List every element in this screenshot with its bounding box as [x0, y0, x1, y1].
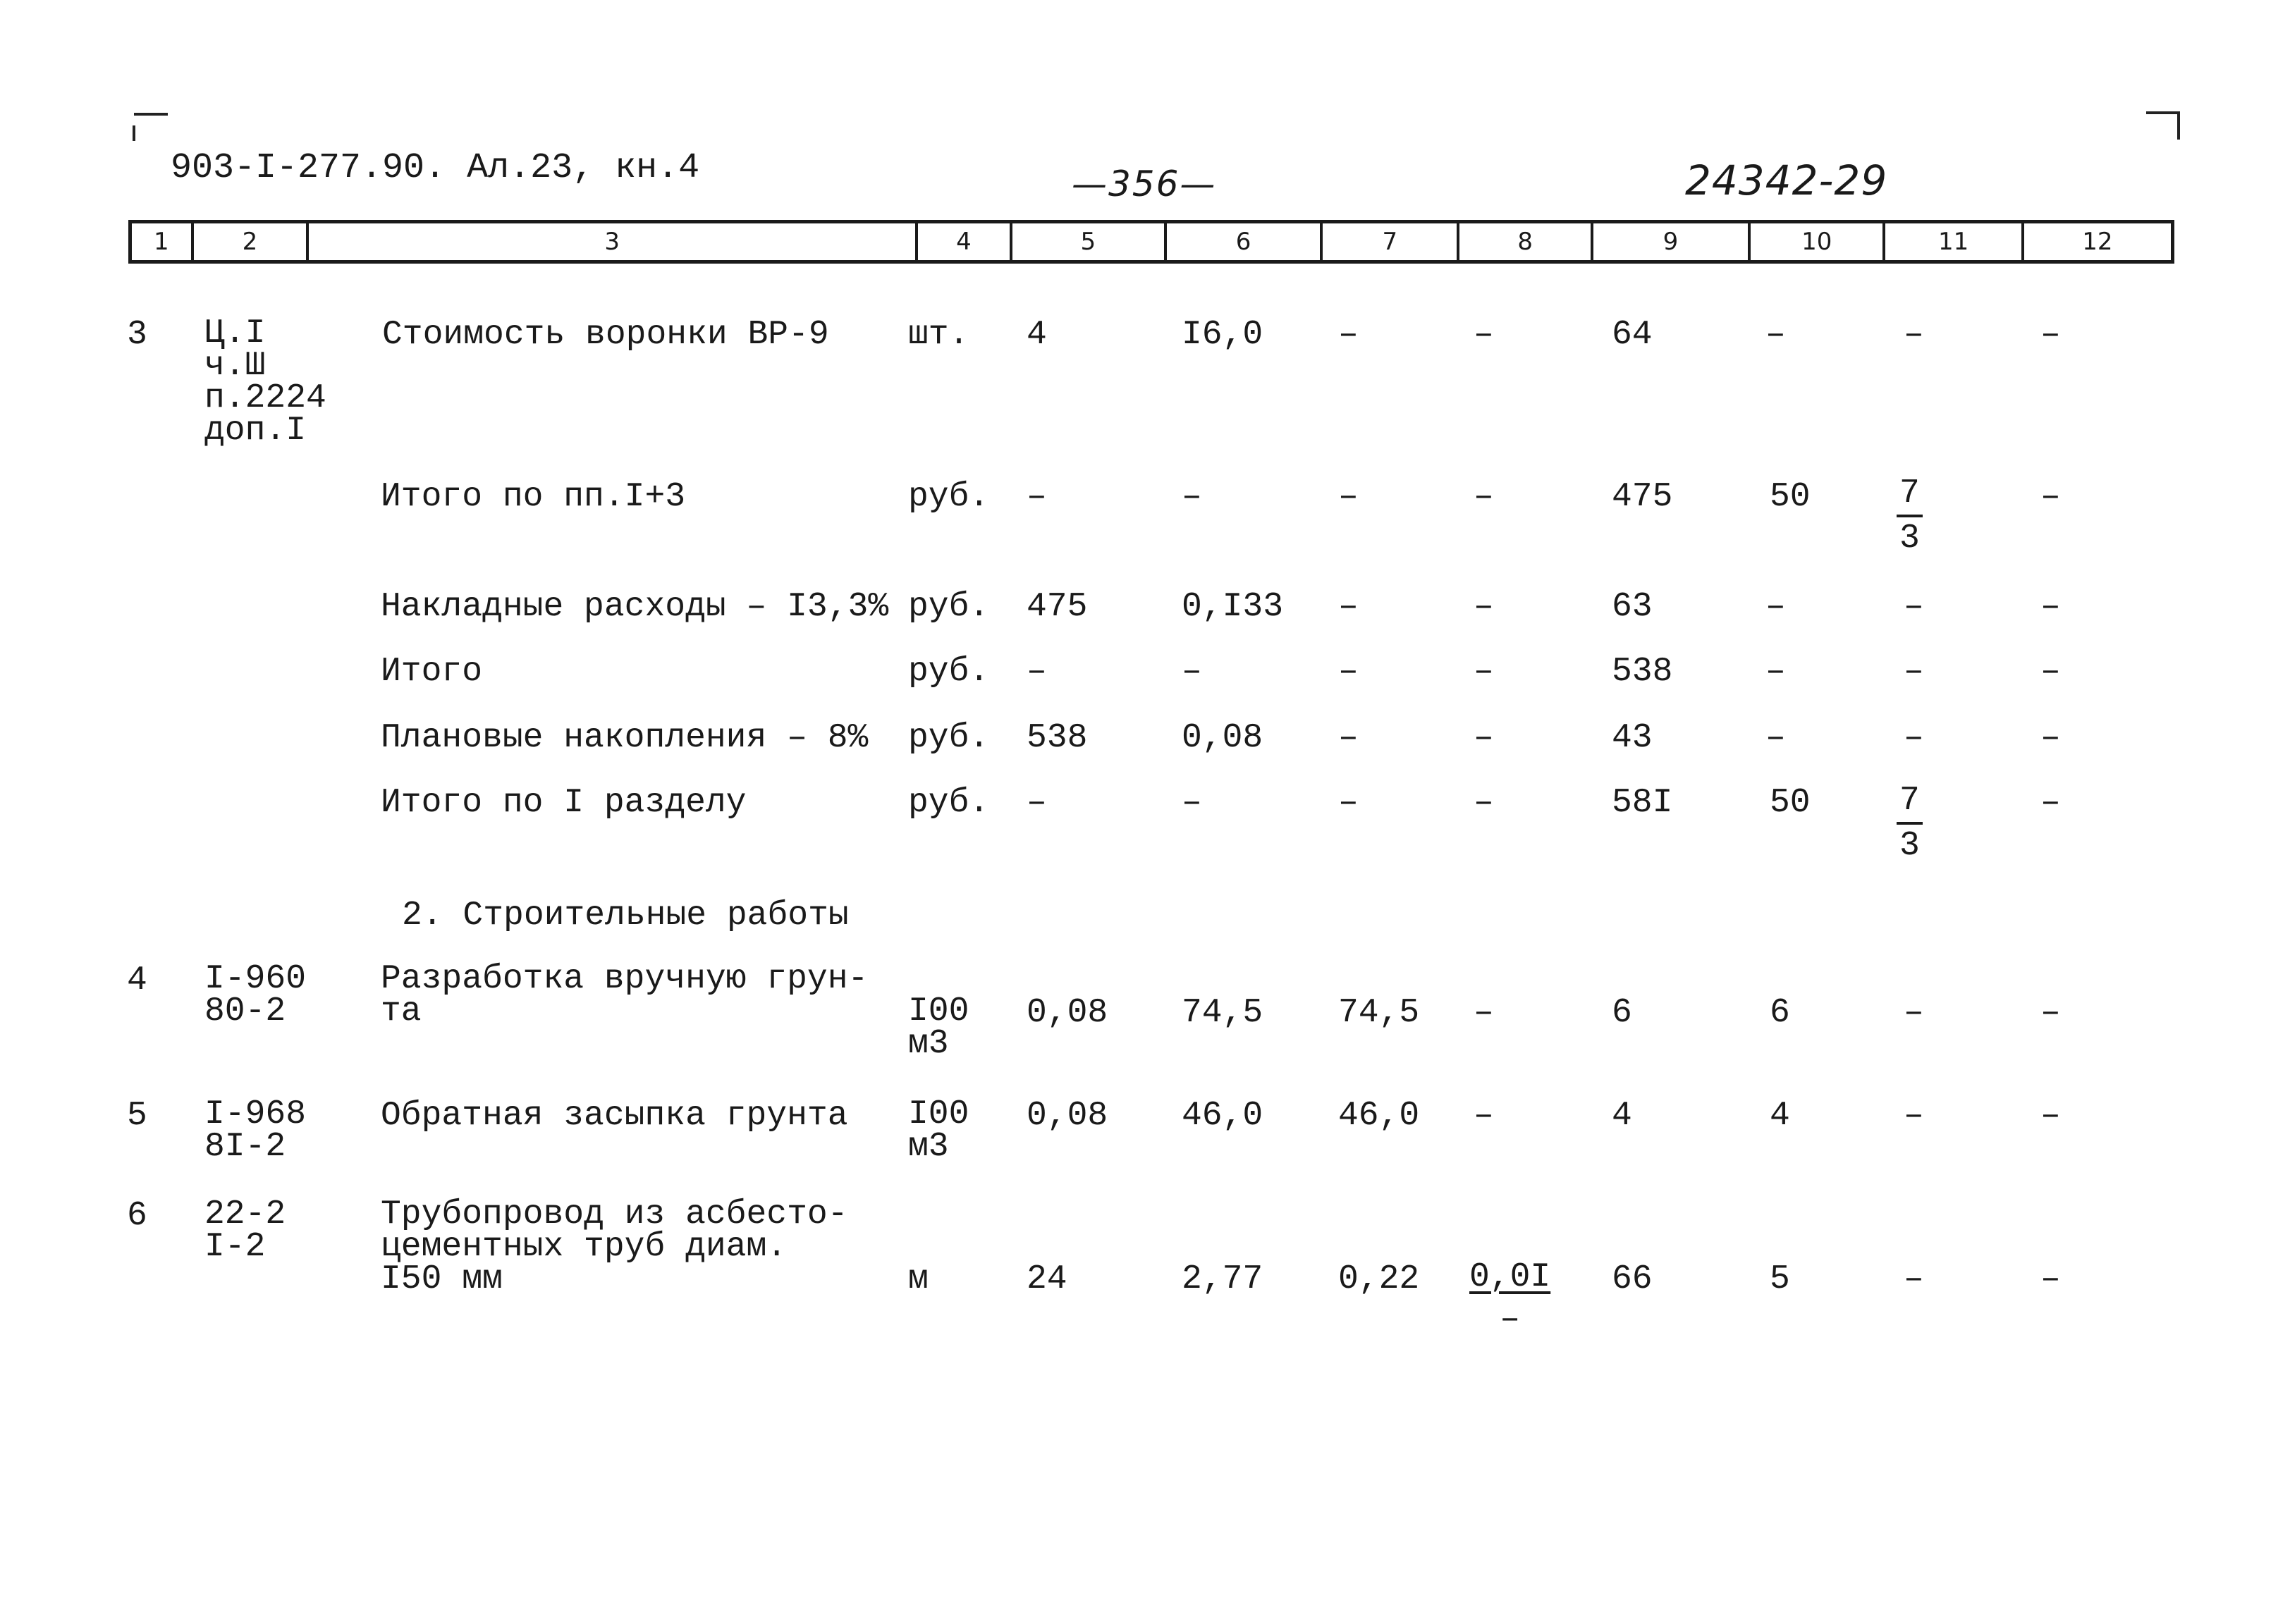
item-name: Накладные расходы – I3,3%	[381, 588, 889, 626]
col5-value: –	[1027, 478, 1047, 516]
col-header-7: 7	[1323, 223, 1459, 260]
col7-value: 0,22	[1338, 1260, 1420, 1298]
col7-value: 74,5	[1338, 994, 1420, 1032]
col8-value: –	[1474, 478, 1494, 516]
col-header-6: 6	[1167, 223, 1323, 260]
row-number: 3	[127, 316, 147, 354]
unit: руб.	[908, 478, 990, 516]
col11-value: –	[1904, 719, 1924, 757]
col11-value: –	[1904, 994, 1924, 1032]
col7-value: –	[1338, 478, 1359, 516]
col8-value: –	[1474, 784, 1494, 822]
col9-value: 4	[1612, 1097, 1632, 1135]
col-header-9: 9	[1593, 223, 1751, 260]
col9-value: 66	[1612, 1260, 1653, 1298]
col9-value: 538	[1612, 653, 1673, 691]
col11-fraction	[1897, 472, 1923, 560]
fraction-numerator: 7	[1897, 780, 1923, 825]
col9-value: 475	[1612, 478, 1673, 516]
col12-value: –	[2040, 653, 2061, 691]
col-header-3: 3	[309, 223, 918, 260]
col-header-12: 12	[2082, 228, 2113, 256]
col6-value: 46,0	[1182, 1097, 1263, 1135]
norm-code: I-960 80-2	[204, 960, 307, 1031]
col5-value: 475	[1027, 588, 1088, 626]
col5-value: –	[1027, 653, 1047, 691]
col7-value: –	[1338, 588, 1359, 626]
col10-value: –	[1765, 316, 1786, 354]
col7-value: –	[1338, 316, 1359, 354]
col9-value: 58I	[1612, 784, 1673, 822]
item-name: Разработка вручную грун- та	[381, 960, 869, 1031]
col-header-2: 2	[194, 223, 309, 260]
col8-value: –	[1474, 994, 1494, 1032]
norm-code: I-968 8I-2	[204, 1095, 307, 1166]
item-name: Плановые накопления – 8%	[381, 719, 869, 757]
col11-value: –	[1904, 316, 1924, 354]
col12-value: –	[2040, 994, 2061, 1032]
col10-value: –	[1765, 653, 1786, 691]
corner-mark-right	[2146, 111, 2180, 114]
col6-value: –	[1182, 784, 1202, 822]
col8-value: –	[1474, 653, 1494, 691]
col12-value: –	[2040, 784, 2061, 822]
col12-value: –	[2040, 478, 2061, 516]
col6-value: 2,77	[1182, 1260, 1263, 1298]
col5-value: 538	[1027, 719, 1088, 757]
col5-value: –	[1027, 784, 1047, 822]
unit: м	[908, 1260, 929, 1298]
col11-value: –	[1904, 1097, 1924, 1135]
col12-value: –	[2040, 1097, 2061, 1135]
row-number: 5	[127, 1097, 147, 1135]
col9-value: 63	[1612, 588, 1653, 626]
col10-value: 6	[1770, 994, 1790, 1032]
unit: руб.	[908, 588, 990, 626]
page-number: —356—	[1072, 164, 1217, 204]
col10-value: –	[1765, 719, 1786, 757]
col8-value: –	[1474, 1097, 1494, 1135]
col8-value: –	[1474, 588, 1494, 626]
fraction-denominator: 3	[1899, 519, 1920, 558]
fraction-denominator: –	[1500, 1300, 1521, 1339]
col9-value: 64	[1612, 316, 1653, 354]
col10-value: 4	[1770, 1097, 1790, 1135]
unit: руб.	[908, 653, 990, 691]
col6-value: 74,5	[1182, 994, 1263, 1032]
col7-value: –	[1338, 719, 1359, 757]
col6-value: 0,08	[1182, 719, 1263, 757]
col6-value: –	[1182, 653, 1202, 691]
col12-value: –	[2040, 1260, 2061, 1298]
col9-value: 6	[1612, 994, 1632, 1032]
col-header-4: 4	[918, 223, 1012, 260]
col5-value: 0,08	[1027, 1097, 1108, 1135]
col11-fraction	[1897, 780, 1923, 867]
corner-mark-right-stem	[2177, 111, 2180, 140]
norm-code: 22-2 I-2	[204, 1195, 286, 1266]
col12-value: –	[2040, 719, 2061, 757]
unit: руб.	[908, 719, 990, 757]
col6-value: I6,0	[1182, 316, 1263, 354]
corner-mark-left	[134, 113, 168, 116]
item-name: Итого по I разделу	[381, 784, 747, 822]
col-header-10: 10	[1751, 223, 1885, 260]
item-name: Итого по пп.I+3	[381, 478, 686, 516]
unit: I00 м3	[908, 992, 969, 1063]
col5-value: 24	[1027, 1260, 1067, 1298]
col10-value: 50	[1770, 784, 1811, 822]
col-header-1: 1	[132, 223, 194, 260]
col-header-11: 11	[1885, 223, 2023, 260]
col5-value: 4	[1027, 316, 1047, 354]
unit: руб.	[908, 784, 990, 822]
column-number-row	[128, 220, 2174, 264]
col11-value: –	[1904, 653, 1924, 691]
col12-value: –	[2040, 588, 2061, 626]
col10-value: 5	[1770, 1260, 1790, 1298]
col7-value: –	[1338, 653, 1359, 691]
norm-code: Ц.I ч.Ш п.2224 доп.I	[204, 314, 326, 450]
col-header-5: 5	[1012, 223, 1167, 260]
col8-value: –	[1474, 316, 1494, 354]
corner-mark-left-stem	[133, 125, 135, 141]
fraction-numerator: 0,0I	[1469, 1258, 1551, 1296]
item-name: Итого	[381, 653, 483, 691]
col11-value: –	[1904, 588, 1924, 626]
col11-value: –	[1904, 1260, 1924, 1298]
col7-value: –	[1338, 784, 1359, 822]
document-reference: 903-I-277.90. Ал.23, кн.4	[171, 148, 700, 188]
col9-value: 43	[1612, 719, 1653, 757]
col7-value: 46,0	[1338, 1097, 1420, 1135]
section-heading: 2. Строительные работы	[402, 897, 849, 935]
col8-value: –	[1474, 719, 1494, 757]
col6-value: –	[1182, 478, 1202, 516]
col6-value: 0,I33	[1182, 588, 1284, 626]
item-name: Трубопровод из асбесто- цементных труб диам. I50 мм	[381, 1195, 848, 1298]
col10-value: –	[1765, 588, 1786, 626]
item-name: Стоимость воронки ВР-9	[382, 316, 829, 354]
row-number: 6	[127, 1197, 147, 1235]
unit: шт.	[908, 316, 969, 354]
row-number: 4	[127, 961, 147, 999]
col10-value: 50	[1770, 478, 1811, 516]
col12-value: –	[2040, 316, 2061, 354]
fraction-denominator: 3	[1899, 827, 1920, 865]
fraction-numerator: 7	[1897, 472, 1923, 517]
unit: I00 м3	[908, 1095, 969, 1166]
col-header-8: 8	[1459, 223, 1593, 260]
item-name: Обратная засыпка грунта	[381, 1097, 848, 1135]
col8-fraction	[1469, 1256, 1550, 1341]
sheet-number: 24342-29	[1685, 156, 1888, 204]
col5-value: 0,08	[1027, 994, 1108, 1032]
